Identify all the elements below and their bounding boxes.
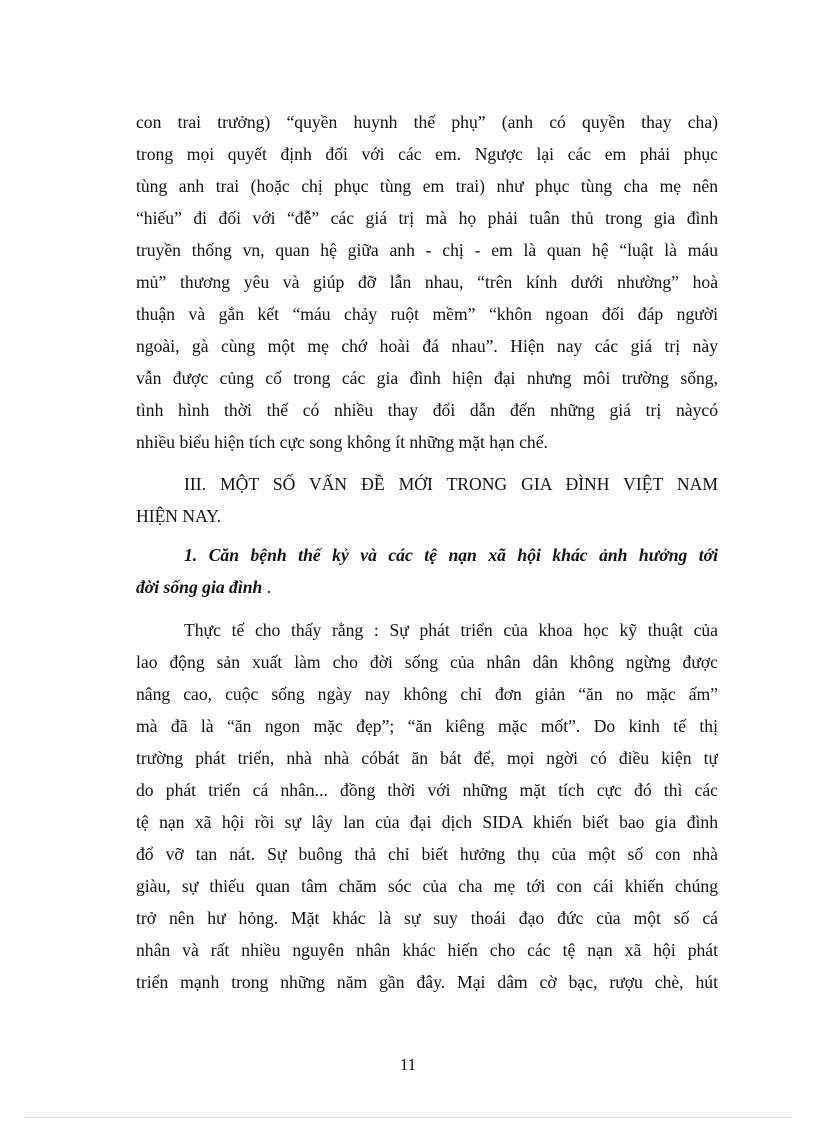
subheading-text: đời sống gia đình [136, 577, 263, 597]
text-line: tệ nạn xã hội rồi sự lây lan của đại dịch SIDA khiến biết bao gia đình [136, 812, 718, 832]
text-line: nâng cao, cuộc sống ngày nay không chỉ đơn giản “ăn no mặc ấm” [136, 684, 718, 704]
text-line: mủ” thương yêu và giúp đỡ lẫn nhau, “trên kính dưới nhường” hoà [136, 272, 718, 292]
subheading-line [136, 576, 718, 598]
section-heading-line: III. MỘT SỐ VẤN ĐỀ MỚI TRONG GIA ĐÌNH VIỆT NAM [184, 474, 718, 494]
text-line: thuận và gắn kết “máu chảy ruột mềm” “khôn ngoan đối đáp người [136, 304, 718, 324]
text-line: vẫn được củng cố trong các gia đình hiện đại nhưng môi trường sống, [136, 368, 718, 388]
text-line: nhân và rất nhiều nguyên nhân khác hiến cho các tệ nạn xã hội phát [136, 940, 718, 960]
text-line: ngoài, gà cùng một mẹ chớ hoài đá nhau”. Hiện nay các giá trị này [136, 336, 718, 356]
page-number: 11 [399, 1055, 417, 1074]
text-line: trường phát triển, nhà nhà cóbát ăn bát để, mọi ngời có điều kiện tự [136, 748, 718, 768]
text-line: tình hình thời thế có nhiều thay đổi dẫn đến những giá trị nàycó [136, 400, 718, 420]
text-line: giàu, sự thiếu quan tâm chăm sóc của cha mẹ tới con cái khiến chúng [136, 876, 718, 896]
subheading-line: 1. Căn bệnh thế kỷ và các tệ nạn xã hội khác ảnh hưởng tới [184, 545, 718, 565]
section-heading-line: HIỆN NAY. [136, 506, 222, 526]
text-line: đổ vỡ tan nát. Sự buông thả chỉ biết hưởng thụ của một số con nhà [136, 844, 718, 864]
text-line: do phát triển cá nhân... đồng thời với những mặt tích cực đó thì các [136, 780, 718, 800]
text-line: mà đã là “ăn ngon mặc đẹp”; “ăn kiêng mặc mốt”. Do kinh tế thị [136, 716, 718, 736]
text-line: nhiều biểu hiện tích cực song không ít những mặt hạn chế. [136, 432, 548, 452]
text-line: Thực tế cho thấy rằng : Sự phát triển của khoa học kỹ thuật của [184, 620, 718, 640]
page-bottom-divider [24, 1117, 792, 1118]
text-line: trở nên hư hỏng. Mặt khác là sự suy thoái đạo đức của một số cá [136, 908, 718, 928]
text-line: triển mạnh trong những năm gần đây. Mại dâm cờ bạc, rượu chè, hút [136, 972, 718, 992]
text-line: con trai trưởng) “quyền huynh thế phụ” (anh có quyền thay cha) [136, 112, 718, 132]
text-line: trong mọi quyết định đối với các em. Ngược lại các em phải phục [136, 144, 718, 164]
text-line: lao động sản xuất làm cho đời sống của nhân dân không ngừng được [136, 652, 718, 672]
text-line: tùng anh trai (hoặc chị phục tùng em trai) như phục tùng cha mẹ nên [136, 176, 718, 196]
subheading-period: . [266, 577, 272, 597]
text-line: “hiếu” đi đối với “đễ” các giá trị mà họ phải tuân thủ trong gia đình [136, 208, 718, 228]
text-line: truyền thống vn, quan hệ giữa anh - chị - em là quan hệ “luật là máu [136, 240, 718, 260]
